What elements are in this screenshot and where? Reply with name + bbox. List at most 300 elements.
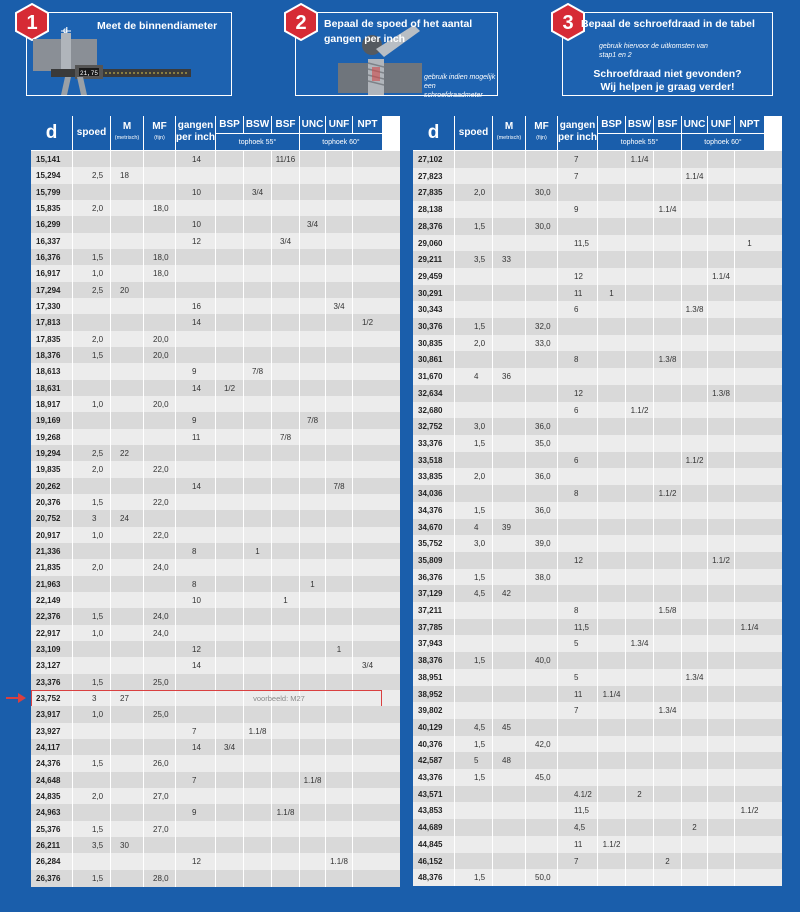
table-cell [708,251,735,268]
table-cell: 4,5 [455,719,493,736]
table-row [413,802,782,819]
table-cell: 34,670 [413,519,455,536]
table-cell [144,314,176,331]
table-row [31,625,400,642]
table-cell [682,368,708,385]
table-cell [353,625,382,642]
table-cell [353,772,382,789]
table-cell: 34,036 [413,485,455,502]
header-spoed: spoed [455,116,493,150]
table-cell [735,268,764,285]
table-cell [455,151,493,168]
table-cell [73,184,111,201]
table-cell [735,635,764,652]
table-cell [326,608,353,625]
table-cell [558,769,598,786]
table-cell [708,318,735,335]
table-cell [493,318,526,335]
table-cell [682,552,708,569]
table-cell: 3 [73,690,111,707]
table-cell: 18,376 [31,347,73,364]
table-cell: 1,5 [455,869,493,886]
table-cell: 15,141 [31,151,73,168]
table-cell [244,249,272,266]
table-cell: 27,823 [413,168,455,185]
table-cell [526,635,558,652]
table-cell [654,435,682,452]
table-cell: 23,752 [31,690,73,707]
table-cell [244,772,272,789]
table-cell: 50,0 [526,869,558,886]
header-bsw: BSW [626,116,654,133]
table-cell [526,385,558,402]
table-cell [244,870,272,887]
table-row [413,619,782,636]
table-cell: 12 [176,853,216,870]
table-cell [326,625,353,642]
table-cell [300,167,326,184]
table-cell [526,485,558,502]
table-cell [353,363,382,380]
table-cell: 1,5 [73,347,111,364]
table-cell [73,380,111,397]
table-cell: 20,376 [31,494,73,511]
table-cell: 4 [455,519,493,536]
table-cell [326,559,353,576]
table-cell [216,804,244,821]
table-cell [493,769,526,786]
table-row [413,151,782,168]
table-cell: 11 [558,686,598,703]
table-cell [326,706,353,723]
table-cell: 46,152 [413,853,455,870]
table-row [413,351,782,368]
table-cell [654,184,682,201]
table-cell [598,368,626,385]
table-cell [682,869,708,886]
table-cell: 9 [176,363,216,380]
table-cell [272,755,300,772]
table-cell [353,396,382,413]
table-cell [626,184,654,201]
table-cell: 24,0 [144,625,176,642]
table-cell [558,719,598,736]
table-cell [558,502,598,519]
table-cell: 37,129 [413,585,455,602]
table-cell [654,251,682,268]
table-header [413,116,782,150]
table-cell [558,569,598,586]
table-cell: 6 [558,452,598,469]
table-cell [598,702,626,719]
table-cell [300,249,326,266]
table-cell [73,739,111,756]
table-cell: 1.1/2 [682,452,708,469]
table-cell [272,380,300,397]
table-cell [272,461,300,478]
table-cell [455,786,493,803]
table-cell [598,819,626,836]
table-cell: 2,0 [455,468,493,485]
table-cell: 1,5 [73,870,111,887]
table-cell: 1,5 [73,249,111,266]
table-cell [526,151,558,168]
table-cell: 38,951 [413,669,455,686]
table-cell [272,249,300,266]
table-cell [326,233,353,250]
table-cell: 18 [111,167,144,184]
table-cell [493,268,526,285]
example-arrow-icon [6,692,26,704]
table-cell [682,502,708,519]
table-row [413,535,782,552]
table-cell [626,368,654,385]
table-cell: 2 [626,786,654,803]
table-cell [216,592,244,609]
table-cell [176,282,216,299]
table-cell [272,608,300,625]
table-cell: 43,853 [413,802,455,819]
table-cell [493,201,526,218]
table-cell [735,736,764,753]
table-cell [272,576,300,593]
header-m-label: M [122,121,132,132]
table-cell [216,265,244,282]
table-cell: 33,376 [413,435,455,452]
table-cell: 1.1/2 [708,552,735,569]
table-cell [682,569,708,586]
table-cell [244,396,272,413]
table-cell: 9 [176,412,216,429]
table-row [31,657,400,674]
table-cell [626,435,654,452]
table-row [31,837,400,854]
table-cell: 32,680 [413,402,455,419]
table-row [31,821,400,838]
table-cell [654,235,682,252]
table-cell [353,200,382,217]
table-cell: 8 [558,485,598,502]
table-cell [216,543,244,560]
table-cell: 27,835 [413,184,455,201]
table-row [413,368,782,385]
table-cell: 35,752 [413,535,455,552]
table-cell [144,837,176,854]
table-cell: 23,376 [31,674,73,691]
table-cell: 1 [244,543,272,560]
table-cell: 2,0 [73,331,111,348]
table-cell [326,804,353,821]
table-cell [73,429,111,446]
table-cell: 23,917 [31,706,73,723]
table-cell [216,674,244,691]
table-cell: 1.1/8 [272,804,300,821]
table-row [31,559,400,576]
table-cell: 2,0 [73,788,111,805]
header-m-sub: (metrisch) [114,135,140,141]
table-cell [455,351,493,368]
table-cell [272,314,300,331]
table-cell: 11,5 [558,802,598,819]
table-cell: 42,587 [413,752,455,769]
table-cell: 30,376 [413,318,455,335]
table-cell [300,739,326,756]
table-cell [176,625,216,642]
table-cell [216,429,244,446]
table-cell [144,723,176,740]
table-cell [493,351,526,368]
table-cell [272,396,300,413]
table-cell: 30,343 [413,301,455,318]
table-cell [216,445,244,462]
table-cell [111,723,144,740]
table-cell: 16,337 [31,233,73,250]
table-cell [626,251,654,268]
table-cell [111,772,144,789]
table-cell: 7 [558,853,598,870]
table-row [413,268,782,285]
table-cell [654,268,682,285]
table-cell: 12 [558,385,598,402]
table-cell [493,385,526,402]
table-cell [682,802,708,819]
table-cell [353,412,382,429]
table-cell: 8 [558,351,598,368]
table-cell [598,351,626,368]
table-cell [735,769,764,786]
table-cell [326,380,353,397]
table-cell [144,804,176,821]
table-cell: 25,0 [144,674,176,691]
table-cell: 7/8 [272,429,300,446]
table-cell [216,723,244,740]
table-cell: 1.5/8 [654,602,682,619]
table-cell: 19,294 [31,445,73,462]
table-cell: 1,5 [455,218,493,235]
table-cell [682,619,708,636]
table-cell [598,268,626,285]
table-cell: 2,5 [73,282,111,299]
table-cell [682,318,708,335]
table-cell [735,435,764,452]
table-cell [626,335,654,352]
table-cell: 14 [176,478,216,495]
table-cell: 4,5 [558,819,598,836]
table-cell [708,151,735,168]
table-cell: 30 [111,837,144,854]
table-cell [326,184,353,201]
table-row [413,301,782,318]
table-cell: 17,813 [31,314,73,331]
table-cell [708,669,735,686]
table-cell [272,494,300,511]
table-cell: 2,0 [455,184,493,201]
table-cell [598,786,626,803]
table-cell [73,641,111,658]
table-cell: 23,927 [31,723,73,740]
table-cell [144,233,176,250]
table-row [413,418,782,435]
table-cell [598,485,626,502]
table-cell [654,519,682,536]
table-cell [526,669,558,686]
table-cell [493,452,526,469]
table-cell [353,870,382,887]
table-cell: 32,0 [526,318,558,335]
table-cell [244,755,272,772]
table-row [31,314,400,331]
table-cell [216,772,244,789]
table-row [31,706,400,723]
table-cell: 29,060 [413,235,455,252]
table-cell: 34,376 [413,502,455,519]
table-cell [735,301,764,318]
table-cell: 1 [300,576,326,593]
table-cell [300,298,326,315]
table-cell [682,385,708,402]
table-cell: 37,943 [413,635,455,652]
table-cell [682,752,708,769]
table-cell [244,216,272,233]
table-cell: 16,299 [31,216,73,233]
table-cell [708,869,735,886]
table-cell [493,335,526,352]
table-row [413,285,782,302]
table-cell: 22,0 [144,461,176,478]
table-cell: 1 [272,592,300,609]
table-cell: 22,376 [31,608,73,625]
table-cell: 39,0 [526,535,558,552]
header-unc: UNC [682,116,708,133]
table-cell: 1,5 [455,318,493,335]
table-cell [144,510,176,527]
table-cell [272,641,300,658]
table-cell [455,836,493,853]
table-cell [326,363,353,380]
table-cell [735,368,764,385]
table-cell [626,802,654,819]
table-cell [455,602,493,619]
table-cell [708,519,735,536]
table-cell: 38,952 [413,686,455,703]
table-cell [558,535,598,552]
table-row [413,853,782,870]
header-npt: NPT [735,116,764,133]
table-cell [654,752,682,769]
table-cell [353,494,382,511]
table-cell [73,478,111,495]
table-cell: 6 [558,301,598,318]
table-cell [654,285,682,302]
table-cell [455,285,493,302]
table-cell: 1,0 [73,706,111,723]
table-cell: 5 [558,635,598,652]
table-cell [735,184,764,201]
table-cell [735,285,764,302]
table-cell [216,494,244,511]
table-cell [326,396,353,413]
table-cell: 26,284 [31,853,73,870]
table-cell [176,706,216,723]
table-row [31,494,400,511]
table-cell [216,216,244,233]
table-cell [626,619,654,636]
table-cell: 38,376 [413,652,455,669]
table-cell [455,802,493,819]
table-cell [272,870,300,887]
table-cell [455,853,493,870]
help-cta[interactable] [563,68,772,94]
table-cell [682,719,708,736]
table-cell: 2 [682,819,708,836]
table-cell: 1,5 [73,608,111,625]
table-cell [144,853,176,870]
table-cell [493,736,526,753]
table-cell [244,739,272,756]
table-cell [111,706,144,723]
header-mf-label: MF [534,121,549,132]
table-cell [300,559,326,576]
table-cell: 36,0 [526,468,558,485]
table-cell [300,853,326,870]
table-cell: 24,835 [31,788,73,805]
table-cell [111,298,144,315]
table-cell: 11 [558,836,598,853]
table-cell [300,706,326,723]
table-cell [626,351,654,368]
table-cell [244,853,272,870]
table-cell [708,602,735,619]
table-cell [272,412,300,429]
table-row [31,576,400,593]
header-gangen-line2: per inch [558,132,597,143]
table-cell [73,314,111,331]
table-cell: 25,376 [31,821,73,838]
table-cell [272,837,300,854]
table-cell [111,821,144,838]
table-cell [111,478,144,495]
table-cell [244,804,272,821]
table-cell [526,719,558,736]
table-row [413,235,782,252]
table-cell [73,804,111,821]
table-cell: 1 [326,641,353,658]
table-cell: 1.3/4 [654,702,682,719]
table-cell [626,552,654,569]
table-row [413,468,782,485]
table-cell: 1,5 [455,502,493,519]
table-cell [272,625,300,642]
table-cell [682,351,708,368]
table-cell [326,216,353,233]
table-cell [353,478,382,495]
table-cell [708,836,735,853]
table-cell [708,201,735,218]
table-cell [708,752,735,769]
table-cell [144,216,176,233]
table-cell [111,739,144,756]
header-npt: NPT [353,116,382,133]
table-cell [682,418,708,435]
table-cell [176,347,216,364]
table-cell [735,201,764,218]
table-cell [735,535,764,552]
table-cell [244,233,272,250]
table-cell [526,786,558,803]
table-cell [272,559,300,576]
table-cell [682,285,708,302]
table-row [31,151,400,168]
